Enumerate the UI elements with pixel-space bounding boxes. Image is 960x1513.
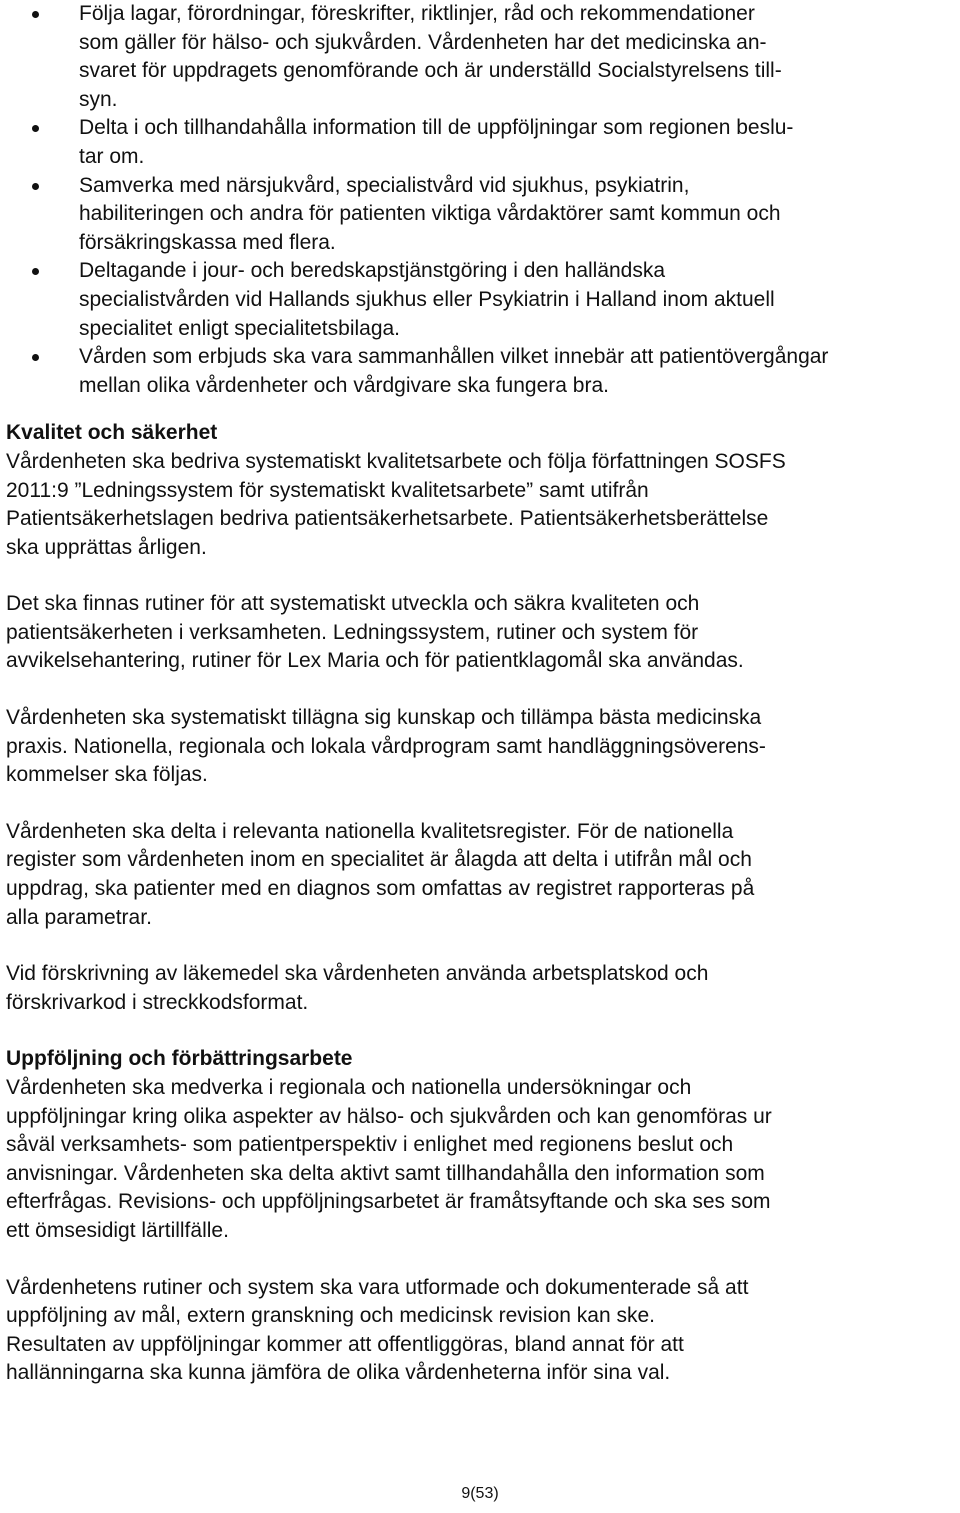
paragraph-line: Det ska finnas rutiner för att systematiskt utveckla och säkra kvaliteten och xyxy=(6,592,700,616)
paragraph xyxy=(6,960,958,1017)
paragraph-line: Vid förskrivning av läkemedel ska vårdenheten använda arbetsplatskod och xyxy=(6,962,709,986)
bullet-line: svaret för uppdragets genomförande och är underställd Socialstyrelsens till- xyxy=(79,59,782,83)
bullet-line: försäkringskassa med flera. xyxy=(79,230,336,254)
paragraph-line: Vårdenhetens rutiner och system ska vara utformade och dokumenterade så att xyxy=(6,1275,749,1299)
requirements-bullet-list xyxy=(6,0,958,400)
bullet-item xyxy=(6,343,958,400)
bullet-icon xyxy=(32,125,39,132)
paragraph-line: uppföljningar kring olika aspekter av hälso- och sjukvården och kan genomföras ur xyxy=(6,1104,772,1128)
paragraph-line: Vårdenheten ska delta i relevanta nationella kvalitetsregister. För de nationella xyxy=(6,819,734,843)
paragraph-line: ska upprättas årligen. xyxy=(6,535,207,559)
bullet-line: som gäller för hälso- och sjukvården. Vårdenheten har det medicinska an- xyxy=(79,30,767,54)
bullet-line: specialistvården vid Hallands sjukhus eller Psykiatrin i Halland inom aktuell xyxy=(79,287,775,311)
paragraph-line: 2011:9 ”Ledningssystem för systematiskt kvalitetsarbete” samt utifrån xyxy=(6,478,649,502)
paragraph-line: uppföljning av mål, extern granskning och medicinsk revision kan ske. xyxy=(6,1304,656,1328)
bullet-item xyxy=(6,257,958,343)
paragraph-line: patientsäkerheten i verksamheten. Ledningssystem, rutiner och system för xyxy=(6,620,699,644)
paragraph xyxy=(6,1274,958,1388)
bullet-line: habiliteringen och andra för patienten viktiga vårdaktörer samt kommun och xyxy=(79,202,781,226)
bullet-line: Vården som erbjuds ska vara sammanhållen vilket innebär att patientövergångar xyxy=(79,345,829,369)
section-heading: Kvalitet och säkerhet xyxy=(6,421,218,445)
paragraph-line: Vårdenheten ska systematiskt tillägna sig kunskap och tillämpa bästa medicinska xyxy=(6,706,762,730)
paragraph-line: Vårdenheten ska medverka i regionala och nationella undersökningar och xyxy=(6,1076,692,1099)
paragraph-line: avvikelsehantering, rutiner för Lex Maria och för patientklagomål ska användas. xyxy=(6,649,744,673)
followup-section xyxy=(6,1045,958,1388)
paragraph-line: Patientsäkerhetslagen bedriva patientsäkerhetsarbete. Patientsäkerhetsberättelse xyxy=(6,507,769,531)
paragraph-line: register som vårdenheten inom en specialitet är ålagda att delta i utifrån mål och xyxy=(6,848,752,872)
bullet-line: Deltagande i jour- och beredskapstjänstgöring i den halländska xyxy=(79,259,666,283)
bullet-item xyxy=(6,114,958,171)
bullet-item xyxy=(6,0,958,114)
paragraph xyxy=(6,1074,958,1246)
bullet-item xyxy=(6,172,958,258)
bullet-icon xyxy=(32,268,39,275)
bullet-icon xyxy=(32,11,39,18)
paragraph-line: anvisningar. Vårdenheten ska delta aktivt samt tillhandahålla den information som xyxy=(6,1161,765,1185)
paragraph-line: uppdrag, ska patienter med en diagnos som omfattas av registret rapporteras på xyxy=(6,877,755,901)
bullet-line: Delta i och tillhandahålla information till de uppföljningar som regionen beslu- xyxy=(79,116,794,140)
bullet-line: syn. xyxy=(79,87,118,111)
paragraph-line: förskrivarkod i streckkodsformat. xyxy=(6,990,309,1014)
paragraph-line: efterfrågas. Revisions- och uppföljningsarbetet är framåtsyftande och ska ses som xyxy=(6,1190,771,1214)
page-number: 9(53) xyxy=(461,1485,499,1502)
quality-section xyxy=(6,419,958,1017)
paragraph-line: Vårdenheten ska bedriva systematiskt kvalitetsarbete och följa författningen SOSFS xyxy=(6,449,786,473)
bullet-line: specialitet enligt specialitetsbilaga. xyxy=(79,316,401,340)
bullet-icon xyxy=(32,183,39,190)
bullet-line: Samverka med närsjukvård, specialistvård vid sjukhus, psykiatrin, xyxy=(79,173,690,197)
paragraph xyxy=(6,818,958,932)
bullet-icon xyxy=(32,354,39,361)
paragraph-line: såväl verksamhets- som patientperspektiv i enlighet med regionens beslut och xyxy=(6,1133,734,1157)
paragraph-line: hallänningarna ska kunna jämföra de olika vårdenheterna inför sina val. xyxy=(6,1361,671,1385)
paragraph-line: kommelser ska följas. xyxy=(6,763,208,787)
paragraph-line: ett ömsesidigt lärtillfälle. xyxy=(6,1218,229,1242)
bullet-line: tar om. xyxy=(79,144,145,168)
paragraph-line: praxis. Nationella, regionala och lokala vårdprogram samt handläggningsöverens- xyxy=(6,734,766,758)
paragraph-line: alla parametrar. xyxy=(6,905,152,929)
paragraph-line: Resultaten av uppföljningar kommer att offentliggöras, bland annat för att xyxy=(6,1332,684,1356)
paragraph xyxy=(6,590,958,676)
section-heading: Uppföljning och förbättringsarbete xyxy=(6,1047,353,1071)
bullet-line: mellan olika vårdenheter och vårdgivare ska fungera bra. xyxy=(79,373,609,397)
paragraph xyxy=(6,704,958,790)
paragraph xyxy=(6,448,958,562)
bullet-line: Följa lagar, förordningar, föreskrifter, riktlinjer, råd och rekommendationer xyxy=(79,2,755,25)
document-page xyxy=(6,0,958,1388)
